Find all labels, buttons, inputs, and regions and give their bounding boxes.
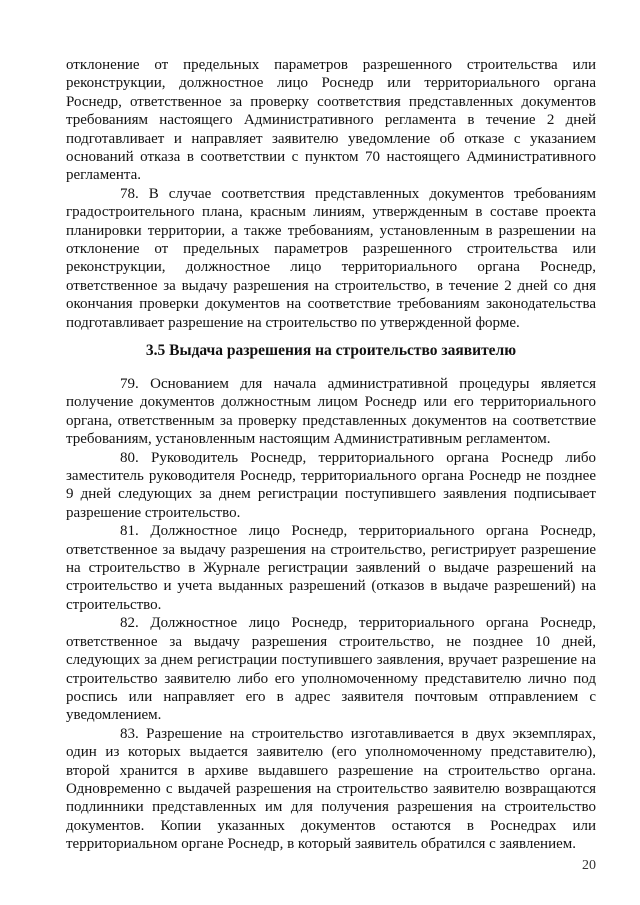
text-block-bottom <box>66 375 596 854</box>
section-heading: 3.5 Выдача разрешения на строительство заявителю <box>145 342 517 359</box>
paragraph-79: 79. Основанием для начала административной процедуры является получение документов должностным лицом Роснедр или его территориального органа, ответственным за проверку представленных документов на соответствие требованиям, установленным настоящим Административным регламентом. <box>66 376 596 448</box>
paragraph-82: 82. Должностное лицо Роснедр, территориального органа Роснедр, ответственное за выдачу разрешения строительство, не позднее 10 дней, следующих за днем регистрации поступившего заявления, вручает разрешение на строительство заявителю либо его уполномоченному представителю лично под роспись или направляет его в адрес заявителя почтовым отправлением с уведомлением. <box>66 615 596 724</box>
paragraph-78: 78. В случае соответствия представленных документов требованиям градостроительного плана, красным линиям, утвержденным в составе проекта планировки территории, а также требованиям, установленным в разрешении на отклонение от предельных параметров разрешенного строительства или реконструкции, должностное лицо территориального органа Роснедр, ответственное за выдачу разрешения на строительство, в течение 2 дней со дня окончания проверки документов на соответствие требованиям законодательства подготавливает разрешение на строительство по утвержденной форме. <box>66 185 596 331</box>
page-number: 20 <box>582 858 596 873</box>
paragraph-77-continuation: отклонение от предельных параметров разрешенного строительства или реконструкции, должностное лицо Роснедр или территориального органа Роснедр, ответственное за проверку соответствия представленных документов требованиям настоящего Административного регламента в течение 2 дней подготавливает и направляет заявителю уведомление об отказе с указанием оснований отказа в соответствии с пунктом 70 настоящего Административного регламента. <box>66 57 596 184</box>
paragraph-81: 81. Должностное лицо Роснедр, территориального органа Роснедр, ответственное за выдачу разрешения на строительство, регистрирует разрешение на строительство в Журнале регистрации заявлений о выдаче разрешений на строительство и учета выданных разрешений (отказов в выдаче разрешений) на строительство. <box>66 523 596 613</box>
text-block-top <box>66 56 596 332</box>
paragraph-80: 80. Руководитель Роснедр, территориального органа Роснедр либо заместитель руководителя Роснедр, территориального органа Роснедр не позднее 9 дней следующих за днем регистрации поступившего заявления подписывает разрешение строительство. <box>66 449 596 521</box>
paragraph-83: 83. Разрешение на строительство изготавливается в двух экземплярах, один из которых выдается заявителю (его уполномоченному представителю), второй хранится в архиве выдавшего разрешение на строительство органа. Одновременно с выдачей разрешения на строительство заявителю возвращаются подлинники представленных им для получения разрешения на строительство документов. Копии указанных документов остаются в Роснедрах или территориальном органе Роснедр, в который заявитель обратился с заявлением. <box>66 725 596 853</box>
